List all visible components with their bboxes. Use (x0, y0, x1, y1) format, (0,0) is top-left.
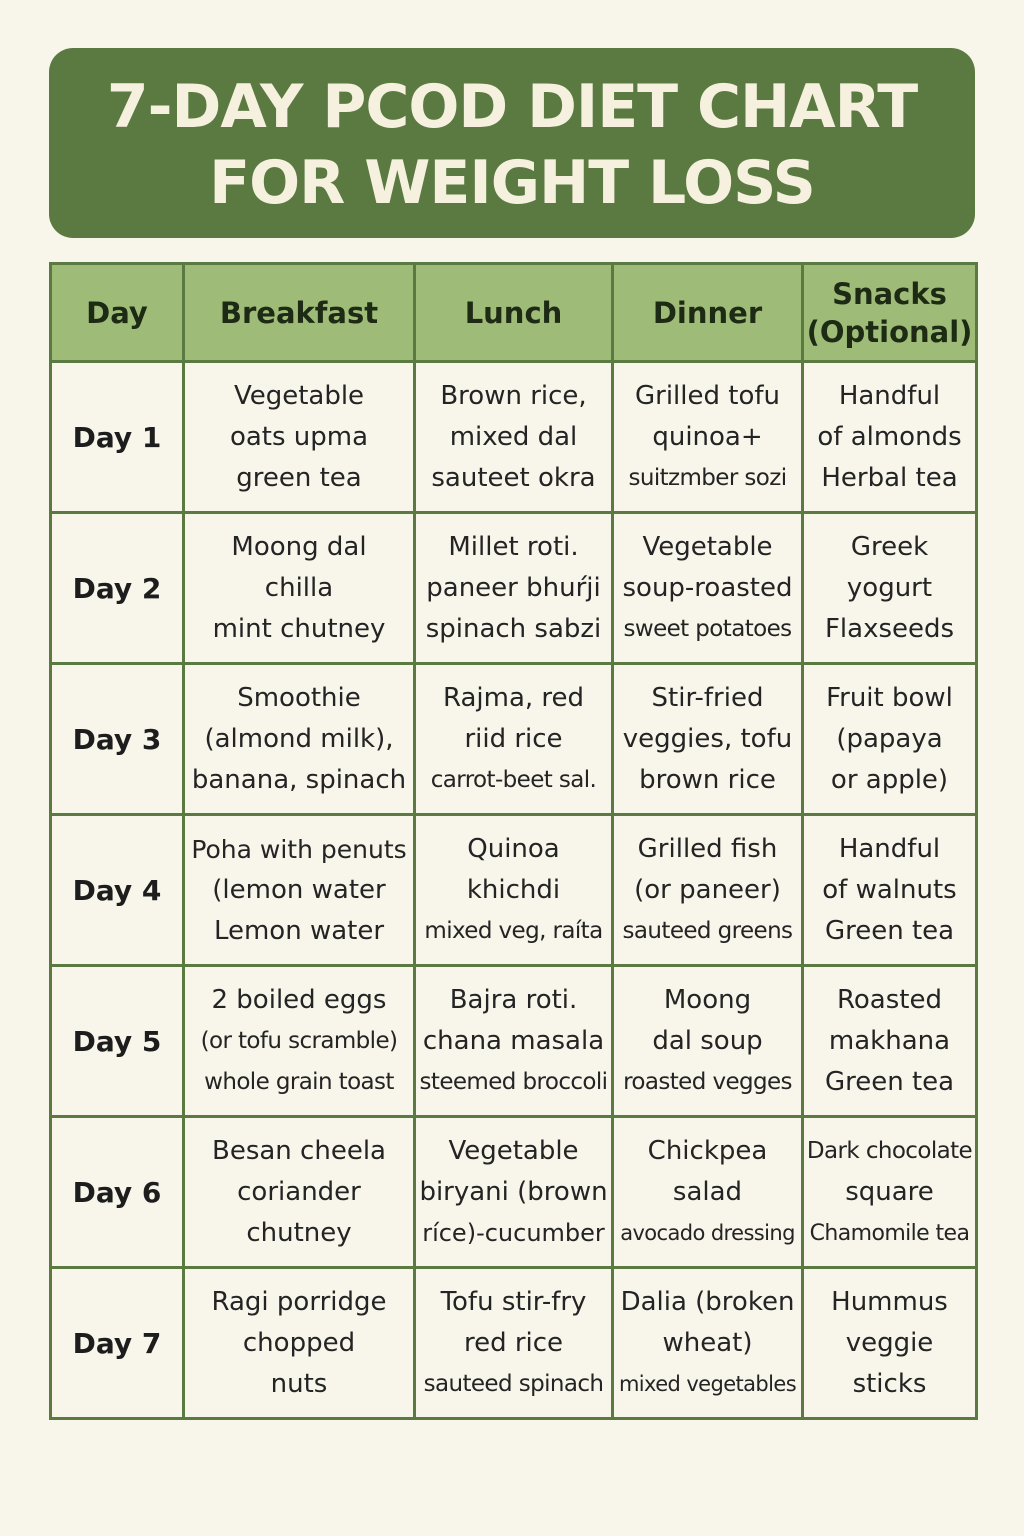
column-header-snacks (803, 264, 977, 362)
dinner-cell (613, 815, 803, 966)
breakfast-item: Vegetable (233, 380, 365, 411)
lunch-item: mixed veg, raíta (424, 917, 603, 944)
breakfast-item: Poha with penuts (191, 834, 407, 864)
snacks-cell (803, 966, 977, 1117)
breakfast-item: chutney (246, 1217, 352, 1248)
lunch-item: chana masala (422, 1025, 605, 1056)
column-header-dinner: Dinner (613, 264, 803, 362)
dinner-cell (613, 1117, 803, 1268)
column-header-breakfast: Breakfast (184, 264, 415, 362)
dinner-item: salad (672, 1176, 743, 1207)
breakfast-item: Ragi porridge (211, 1286, 387, 1317)
lunch-cell (415, 362, 613, 513)
snacks-item: Chamomile tea (809, 1220, 970, 1246)
column-header-snacks-label: Snacks (832, 276, 947, 311)
breakfast-item: Moong dal (231, 531, 367, 562)
lunch-item: spinach sabzi (425, 613, 602, 644)
table-row (51, 513, 977, 664)
snacks-item: Hummus (831, 1286, 948, 1317)
dinner-item: Grilled tofu (634, 380, 780, 411)
lunch-cell (415, 664, 613, 815)
dinner-item: Dalia (broken (620, 1286, 795, 1317)
day-cell: Day 1 (51, 362, 184, 513)
title-banner (49, 48, 975, 238)
table-row (51, 664, 977, 815)
snacks-item: Handful (838, 833, 941, 864)
breakfast-cell (184, 1268, 415, 1419)
snacks-cell (803, 664, 977, 815)
day-cell: Day 3 (51, 664, 184, 815)
lunch-cell (415, 513, 613, 664)
lunch-item: red rice (463, 1327, 564, 1358)
lunch-item: sauteed spinach (423, 1370, 604, 1397)
snacks-item: Greek (850, 531, 929, 562)
lunch-item: Brown rice, (440, 380, 587, 411)
snacks-item: Fruit bowl (826, 682, 953, 713)
breakfast-item: green tea (236, 462, 362, 493)
dinner-item: sweet potatoes (623, 615, 792, 642)
snacks-item: makhana (828, 1025, 951, 1056)
lunch-cell (415, 966, 613, 1117)
day-cell: Day 2 (51, 513, 184, 664)
snacks-item: of walnuts (822, 874, 957, 905)
breakfast-item: Smoothie (237, 682, 361, 713)
day-cell: Day 5 (51, 966, 184, 1117)
lunch-item: carrot-beet sal. (430, 766, 597, 793)
column-header-day: Day (51, 264, 184, 362)
dinner-item: quinoa+ (652, 421, 763, 452)
breakfast-cell (184, 1117, 415, 1268)
breakfast-item: coriander (237, 1176, 361, 1207)
diet-chart-table (49, 262, 978, 1420)
snacks-cell (803, 1268, 977, 1419)
lunch-item: Tofu stir-fry (440, 1286, 587, 1317)
breakfast-item: chilla (264, 572, 334, 603)
table-header-row (51, 264, 977, 362)
dinner-item: sauteed greens (622, 917, 793, 944)
dinner-item: Grilled fish (637, 833, 778, 864)
lunch-item: khichdi (466, 874, 561, 905)
breakfast-cell (184, 664, 415, 815)
dinner-cell (613, 664, 803, 815)
breakfast-item: (almond milk), (204, 723, 394, 754)
page-title-line-1: 7-DAY PCOD DIET CHART (106, 72, 918, 142)
table-row (51, 966, 977, 1117)
lunch-item: Bajra roti. (449, 984, 578, 1015)
day-cell: Day 4 (51, 815, 184, 966)
lunch-item: ríce)-cucumber (422, 1218, 605, 1247)
breakfast-cell (184, 513, 415, 664)
breakfast-cell (184, 815, 415, 966)
lunch-item: biryani (brown (419, 1176, 608, 1207)
breakfast-item: oats upma (229, 421, 369, 452)
breakfast-item: banana, spinach (191, 764, 407, 795)
breakfast-item: mint chutney (212, 613, 386, 644)
snacks-item: veggie (845, 1327, 934, 1358)
dinner-item: Chickpea (647, 1135, 768, 1166)
dinner-cell (613, 966, 803, 1117)
snacks-item: yogurt (846, 572, 933, 603)
lunch-cell (415, 815, 613, 966)
breakfast-item: (or tofu scramble) (200, 1027, 398, 1054)
snacks-cell (803, 513, 977, 664)
lunch-cell (415, 1117, 613, 1268)
snacks-cell (803, 815, 977, 966)
breakfast-item: chopped (242, 1327, 356, 1358)
dinner-cell (613, 1268, 803, 1419)
dinner-item: brown rice (639, 764, 776, 795)
dinner-item: Moong (663, 984, 752, 1015)
dinner-item: Stir-fried (651, 682, 764, 713)
dinner-item: mixed vegetables (618, 1371, 797, 1396)
column-header-lunch: Lunch (415, 264, 613, 362)
breakfast-item: whole grain toast (204, 1068, 394, 1095)
snacks-item: Dark chocolate (806, 1137, 973, 1164)
snacks-item: sticks (852, 1368, 927, 1399)
snacks-item: Handful (838, 380, 941, 411)
dinner-item: wheat) (662, 1327, 753, 1358)
snacks-item: Green tea (824, 915, 955, 946)
lunch-item: riid rice (464, 723, 563, 754)
breakfast-item: Lemon water (213, 915, 385, 946)
lunch-cell (415, 1268, 613, 1419)
dinner-item: roasted vegges (623, 1068, 792, 1095)
table-row (51, 362, 977, 513)
lunch-item: Quinoa (467, 833, 560, 864)
breakfast-item: nuts (270, 1368, 328, 1399)
dinner-cell (613, 513, 803, 664)
breakfast-item: Besan cheela (212, 1135, 386, 1166)
breakfast-item: (lemon water (212, 874, 386, 905)
dinner-cell (613, 362, 803, 513)
day-cell: Day 6 (51, 1117, 184, 1268)
lunch-item: paneer bhuŕji (426, 572, 601, 603)
dinner-item: Vegetable (642, 531, 773, 562)
snacks-item: or apple) (830, 764, 949, 795)
breakfast-item: 2 boiled eggs (211, 984, 387, 1015)
snacks-item: Green tea (824, 1066, 955, 1097)
snacks-item: Roasted (837, 984, 942, 1015)
snacks-item: Herbal tea (821, 462, 958, 493)
page-title-line-2: FOR WEIGHT LOSS (209, 148, 815, 218)
breakfast-cell (184, 966, 415, 1117)
dinner-item: veggies, tofu (622, 723, 793, 754)
day-cell: Day 7 (51, 1268, 184, 1419)
breakfast-cell (184, 362, 415, 513)
snacks-item: of almonds (817, 421, 962, 452)
table-row (51, 1117, 977, 1268)
dinner-item: avocado dressing (620, 1220, 795, 1245)
lunch-item: Vegetable (448, 1135, 579, 1166)
snacks-item: Flaxseeds (824, 613, 955, 644)
snacks-cell (803, 1117, 977, 1268)
table-row (51, 815, 977, 966)
dinner-item: suitzmber sozi (628, 464, 787, 491)
table-row (51, 1268, 977, 1419)
dinner-item: dal soup (652, 1025, 763, 1056)
table-body (51, 362, 977, 1419)
column-header-snacks-qualifier: (Optional) (806, 314, 973, 349)
snacks-item: square (845, 1176, 934, 1207)
snacks-cell (803, 362, 977, 513)
lunch-item: Rajma, red (442, 682, 585, 713)
dinner-item: soup-roasted (622, 572, 793, 603)
lunch-item: Millet roti. (448, 531, 579, 562)
lunch-item: mixed dal (449, 421, 578, 452)
lunch-item: sauteet okra (431, 462, 596, 493)
lunch-item: steemed broccoli (419, 1068, 608, 1095)
snacks-item: (papaya (836, 723, 943, 754)
dinner-item: (or paneer) (634, 874, 781, 905)
